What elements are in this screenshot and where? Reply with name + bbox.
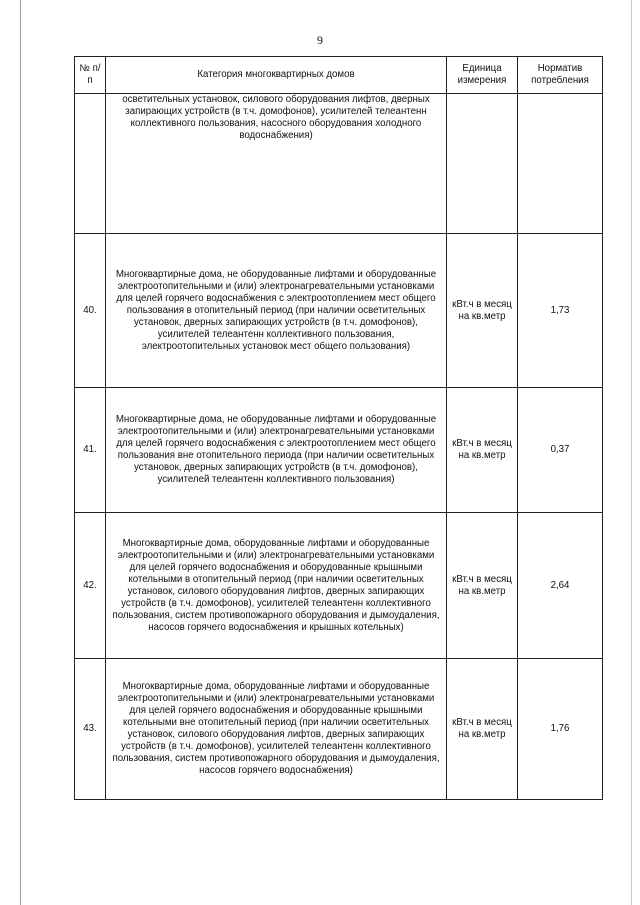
cell-num: 40. bbox=[75, 234, 106, 388]
cell-num: 43. bbox=[75, 659, 106, 800]
header-unit: Единица измерения bbox=[447, 57, 518, 94]
cell-norm: 2,64 bbox=[518, 513, 603, 659]
cell-num: 42. bbox=[75, 513, 106, 659]
cell-category bbox=[106, 234, 447, 388]
header-num: № п/п bbox=[75, 57, 106, 94]
cell-num bbox=[75, 94, 106, 234]
category-text: осветительных установок, силового оборудования лифтов, дверных запирающих устройств (в т.ч. домофонов), усилителей телеантенн коллективного пользования, насосного оборудования холодного водоснабжения) bbox=[122, 94, 430, 141]
cell-norm bbox=[518, 94, 603, 234]
cell-norm: 1,73 bbox=[518, 234, 603, 388]
table-row bbox=[75, 659, 603, 800]
scan-left-border bbox=[20, 0, 21, 905]
cell-unit: кВт.ч в месяц на кв.метр bbox=[447, 659, 518, 800]
category-text: Многоквартирные дома, оборудованные лифтами и оборудованные электроотопительными и (или) электронагревательными установками для целей горячего водоснабжения и оборудованные крышными котельными в отопительный период (при наличии осветительных установок, силового оборудования лифтов, дверных запирающих устройств (в т.ч. домофонов), усилителей телеантенн коллективного пользования, систем противопожарного оборудования и дымоудаления, насосов горячего водоснабжения и крышных котельных) bbox=[112, 537, 440, 633]
table-header-row bbox=[75, 57, 603, 94]
cell-category bbox=[106, 659, 447, 800]
cell-unit: кВт.ч в месяц на кв.метр bbox=[447, 513, 518, 659]
page-number: 9 bbox=[317, 33, 323, 47]
header-category: Категория многоквартирных домов bbox=[106, 57, 447, 94]
scan-right-border bbox=[631, 0, 632, 905]
table-row bbox=[75, 388, 603, 513]
cell-category bbox=[106, 388, 447, 513]
cell-norm: 1,76 bbox=[518, 659, 603, 800]
cell-category bbox=[106, 513, 447, 659]
cell-norm: 0,37 bbox=[518, 388, 603, 513]
category-text: Многоквартирные дома, оборудованные лифтами и оборудованные электроотопительными и (или) электронагревательными установками для целей горячего водоснабжения и оборудованные крышными котельными вне отопительный период (при наличии осветительных установок, силового оборудования лифтов, дверных запирающих устройств (в т.ч. домофонов), усилителей телеантенн коллективного пользования, систем противопожарного оборудования и дымоудаления, насосов горячего водоснабжения) bbox=[112, 681, 440, 776]
category-text: Многоквартирные дома, не оборудованные лифтами и оборудованные электроотопительными и (или) электронагревательными установками для целей горячего водоснабжения с электроотоплением мест общего пользования в отопительный период (при наличии осветительных установок, дверных запирающих устройств (в т.ч. домофонов), усилителей телеантенн коллективного пользования, электроотопительных установок мест общего пользования) bbox=[115, 268, 437, 352]
table-row-continuation bbox=[75, 94, 603, 234]
header-norm: Норматив потребления bbox=[518, 57, 603, 94]
cell-unit bbox=[447, 94, 518, 234]
cell-unit: кВт.ч в месяц на кв.метр bbox=[447, 234, 518, 388]
cell-category bbox=[106, 94, 447, 234]
cell-num: 41. bbox=[75, 388, 106, 513]
category-text: Многоквартирные дома, не оборудованные лифтами и оборудованные электроотопительными и (или) электронагревательными установками для целей горячего водоснабжения с электроотоплением мест общего пользования вне отопительного периода (при наличии осветительных установок, дверных запирающих устройств (в т.ч. домофонов), усилителей телеантенн коллективного пользования) bbox=[115, 414, 437, 485]
table-row bbox=[75, 513, 603, 659]
table-row bbox=[75, 234, 603, 388]
consumption-norms-table bbox=[74, 56, 603, 800]
cell-unit: кВт.ч в месяц на кв.метр bbox=[447, 388, 518, 513]
